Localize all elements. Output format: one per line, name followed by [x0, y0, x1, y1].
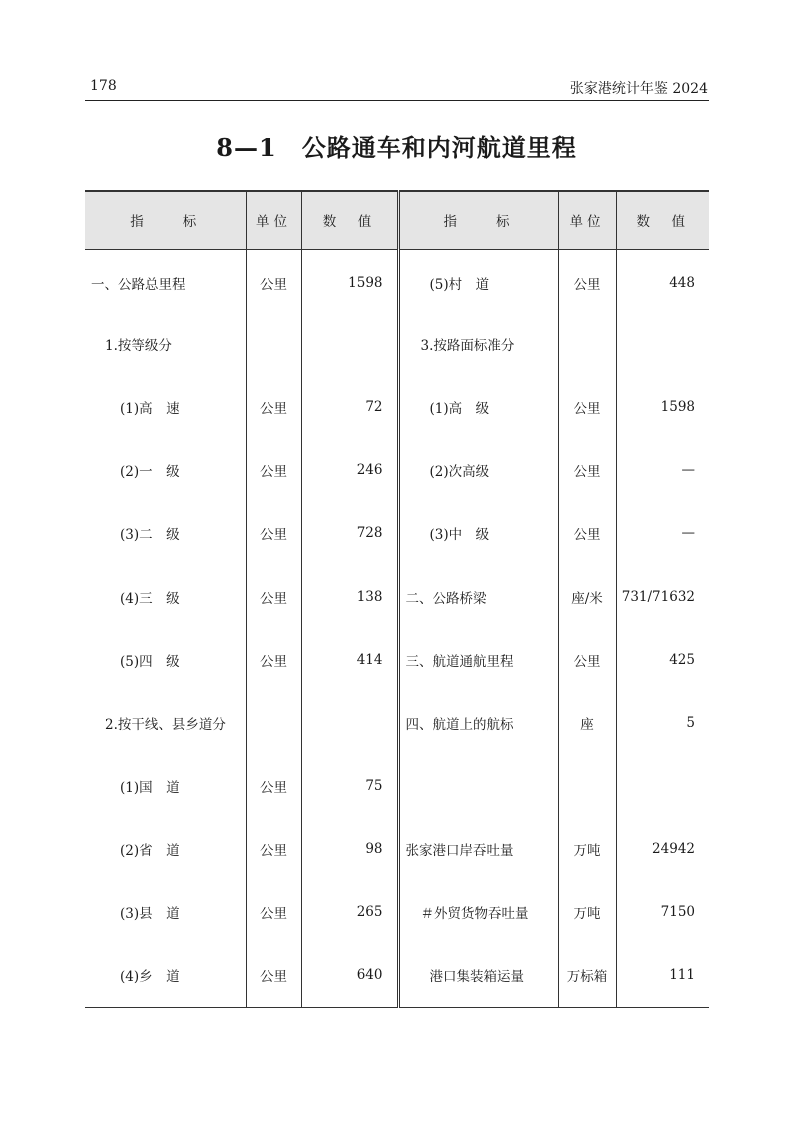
row-unit-left: 公里	[246, 755, 301, 818]
row-value-left: 728	[301, 502, 398, 565]
row-value-left: 265	[301, 881, 398, 944]
row-label-right: 三、航道通航里程	[398, 628, 558, 691]
row-unit-right: 公里	[558, 249, 616, 312]
row-value-left: 72	[301, 375, 398, 438]
header-unit-left: 单位	[246, 191, 301, 249]
row-unit-left: 公里	[246, 502, 301, 565]
row-unit-right: 公里	[558, 502, 616, 565]
row-value-right: —	[681, 462, 695, 479]
row-unit-right: 座	[558, 691, 616, 754]
table-title: 8—1 公路通车和内河航道里程	[216, 133, 577, 162]
row-label-left: (2)一 级	[85, 439, 246, 502]
row-unit-left	[246, 691, 301, 754]
row-value-right: 425	[669, 651, 695, 668]
table-row	[85, 312, 709, 375]
row-value-left: 98	[301, 818, 398, 881]
row-unit-right: 公里	[558, 375, 616, 438]
row-unit-left: 公里	[246, 628, 301, 691]
row-unit-right	[558, 312, 616, 375]
row-unit-left: 公里	[246, 439, 301, 502]
book-title: 张家港统计年鉴 2024	[569, 81, 708, 97]
row-label-left: (4)乡 道	[85, 944, 246, 1007]
row-value-left	[301, 312, 398, 375]
row-value-left: 246	[301, 439, 398, 502]
row-label-left: 一、公路总里程	[85, 249, 246, 312]
header-unit-right: 单位	[558, 191, 616, 249]
row-label-right: 四、航道上的航标	[398, 691, 558, 754]
row-label-left: (1)高 速	[85, 375, 246, 438]
header-rule	[85, 100, 709, 101]
header-indicator-left: 指 标	[85, 191, 246, 249]
row-unit-left	[246, 312, 301, 375]
row-unit-left: 公里	[246, 818, 301, 881]
row-label-left: (5)四 级	[85, 628, 246, 691]
row-unit-right: 万标箱	[558, 944, 616, 1007]
row-value-right: 731/71632	[621, 588, 695, 605]
row-label-right: 3.按路面标准分	[398, 312, 558, 375]
row-unit-left: 公里	[246, 249, 301, 312]
row-unit-left: 公里	[246, 375, 301, 438]
header-value-right: 数 值	[616, 191, 709, 249]
table-row	[85, 565, 709, 628]
row-value-left: 640	[301, 944, 398, 1007]
row-value-left	[301, 691, 398, 754]
row-unit-right: 万吨	[558, 881, 616, 944]
row-value-left: 414	[301, 628, 398, 691]
row-value-left: 138	[301, 565, 398, 628]
row-label-left: (4)三 级	[85, 565, 246, 628]
page-number: 178	[90, 78, 117, 94]
row-label-right: ＃外贸货物吞吐量	[398, 881, 558, 944]
row-value-right: 1598	[660, 398, 695, 415]
row-label-right: (2)次高级	[398, 439, 558, 502]
row-label-left: (3)二 级	[85, 502, 246, 565]
row-value-left: 75	[301, 755, 398, 818]
table-row	[85, 944, 709, 1007]
row-unit-right: 公里	[558, 439, 616, 502]
table-row	[85, 755, 709, 818]
row-label-right: (3)中 级	[398, 502, 558, 565]
row-value-right	[616, 755, 709, 818]
row-value-right: 5	[686, 714, 695, 731]
table-row	[85, 881, 709, 944]
row-label-right: (1)高 级	[398, 375, 558, 438]
row-unit-right	[558, 755, 616, 818]
header-value-left: 数 值	[301, 191, 398, 249]
row-label-left: (2)省 道	[85, 818, 246, 881]
row-label-left: 2.按干线、县乡道分	[85, 691, 246, 754]
row-label-right: 二、公路桥梁	[398, 565, 558, 628]
header-indicator-right: 指 标	[398, 191, 558, 249]
table-row	[85, 818, 709, 881]
row-label-right: (5)村 道	[398, 249, 558, 312]
row-label-left: (1)国 道	[85, 755, 246, 818]
row-label-right: 张家港口岸吞吐量	[398, 818, 558, 881]
row-label-right: 港口集装箱运量	[398, 944, 558, 1007]
table-row	[85, 628, 709, 691]
row-label-left: (3)县 道	[85, 881, 246, 944]
statistics-table	[85, 190, 709, 1008]
row-unit-right: 座/米	[558, 565, 616, 628]
table-row	[85, 375, 709, 438]
table-row	[85, 502, 709, 565]
row-value-left: 1598	[301, 249, 398, 312]
row-unit-left: 公里	[246, 565, 301, 628]
table-row	[85, 691, 709, 754]
row-unit-right: 万吨	[558, 818, 616, 881]
table-header-row	[85, 191, 709, 249]
row-value-right: —	[681, 525, 695, 542]
row-unit-right: 公里	[558, 628, 616, 691]
table-row	[85, 439, 709, 502]
row-value-right: 24942	[652, 841, 695, 858]
row-value-right: 448	[669, 274, 695, 291]
row-label-left: 1.按等级分	[85, 312, 246, 375]
row-value-right: 111	[616, 944, 709, 1007]
table-row	[85, 249, 709, 312]
row-unit-left: 公里	[246, 944, 301, 1007]
row-unit-left: 公里	[246, 881, 301, 944]
row-value-right: 7150	[660, 904, 695, 921]
row-label-right	[398, 755, 558, 818]
row-value-right	[616, 312, 709, 375]
